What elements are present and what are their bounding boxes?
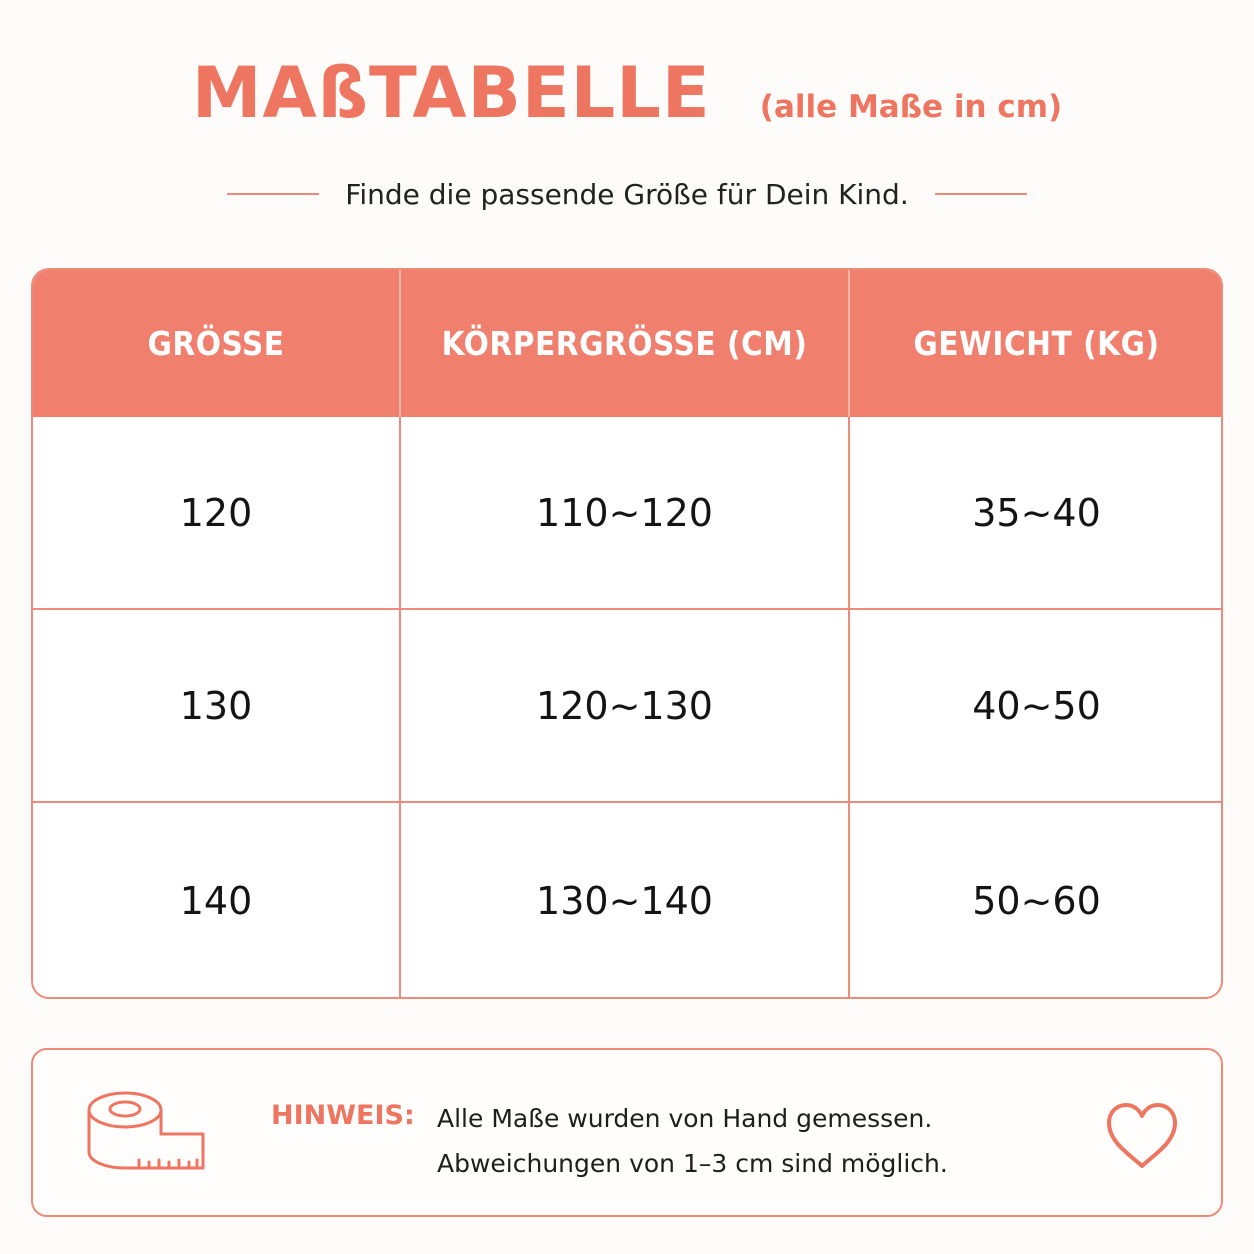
size-table: [31, 268, 1223, 999]
subtitle: Finde die passende Größe für Dein Kind.: [345, 177, 909, 211]
note-text-line-1: Alle Maße wurden von Hand gemessen.: [437, 1104, 933, 1133]
note-label: HINWEIS:: [271, 1100, 415, 1131]
subtitle-row: [0, 172, 1254, 216]
page-title: MAßTABELLE: [191, 52, 711, 134]
column-header-body-height: KÖRPERGRÖSSE (CM): [441, 324, 808, 363]
title-row: [0, 52, 1254, 134]
subtitle-divider-right: [935, 193, 1027, 195]
subtitle-divider-left: [227, 193, 319, 195]
cell-body-height: 120~130: [536, 683, 713, 728]
cell-weight: 35~40: [972, 490, 1101, 535]
cell-size: 130: [179, 683, 253, 728]
cell-size: 120: [179, 490, 253, 535]
header-divider: [399, 270, 401, 417]
heart-icon: [1105, 1102, 1179, 1170]
title-unit-note: (alle Maße in cm): [759, 89, 1063, 125]
column-header-weight: GEWICHT (KG): [913, 324, 1160, 363]
cell-body-height: 110~120: [536, 490, 713, 535]
cell-body-height: 130~140: [536, 878, 713, 923]
note-text-line-2: Abweichungen von 1–3 cm sind möglich.: [437, 1149, 948, 1178]
column-header-size: GRÖSSE: [147, 324, 285, 363]
header-divider: [848, 270, 850, 417]
note-box: [31, 1048, 1223, 1217]
cell-weight: 50~60: [972, 878, 1101, 923]
measuring-tape-icon: [87, 1090, 209, 1174]
cell-weight: 40~50: [972, 683, 1101, 728]
cell-size: 140: [179, 878, 253, 923]
